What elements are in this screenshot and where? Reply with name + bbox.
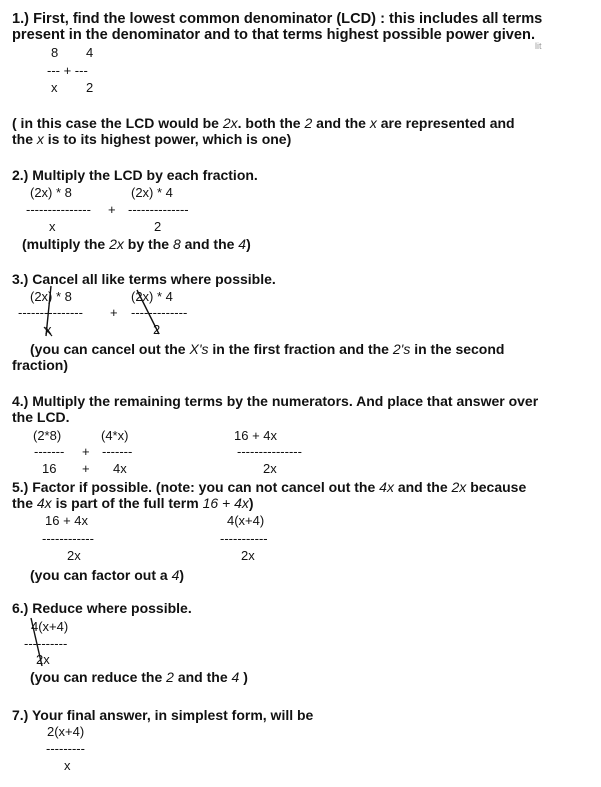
step2-num-b: (2x) * 4	[131, 185, 173, 200]
step1-num-a: 8	[51, 45, 59, 60]
step3-note-line2: fraction)	[12, 357, 68, 373]
step1-den-b: 2	[86, 80, 94, 95]
step3-num-a: (2x) * 8	[30, 289, 72, 304]
step2-note: (multiply the 2x by the 8 and the 4)	[22, 236, 251, 252]
step4-bar-b: -------	[102, 444, 133, 459]
step1-line2: present in the denominator and to that terms highest possible power given.	[12, 27, 536, 43]
step6-den: 2x	[36, 652, 50, 667]
step2-bar-b: --------------	[128, 202, 189, 217]
step4-num-a: (2*8)	[33, 428, 62, 443]
step5-frac1-num: 16 + 4x	[45, 513, 89, 528]
step5-line2: the 4x is part of the full term 16 + 4x)	[12, 495, 254, 511]
step2-den-a: x	[49, 219, 56, 234]
step5-frac2-den: 2x	[241, 548, 255, 563]
step7-bar: ---------	[46, 741, 85, 756]
step2-num-a: (2x) * 8	[30, 185, 72, 200]
step3-plus: +	[110, 305, 118, 320]
step4-bar-a: -------	[34, 444, 65, 459]
step7-heading: 7.) Your final answer, in simplest form, will be	[12, 707, 314, 723]
step3-heading: 3.) Cancel all like terms where possible.	[12, 271, 276, 287]
step4-den-a: 16	[42, 461, 57, 476]
step3-num-b: (2x) * 4	[131, 289, 173, 304]
step4-result-den: 2x	[263, 461, 277, 476]
step1-note-line2: the x is to its highest power, which is one)	[12, 131, 292, 147]
step6-num: 4(x+4)	[31, 619, 69, 634]
step6-heading: 6.) Reduce where possible.	[12, 600, 192, 616]
watermark: lit	[535, 41, 542, 51]
step5-frac1-den: 2x	[67, 548, 81, 563]
step1-num-b: 4	[86, 45, 94, 60]
step4-den-b: 4x	[113, 461, 127, 476]
step2-bar-a: ---------------	[26, 202, 91, 217]
step4-result-bar: ---------------	[237, 444, 302, 459]
step4-plus2: +	[82, 461, 90, 476]
step3-note-line1: (you can cancel out the X's in the first fraction and the 2's in the second	[30, 341, 505, 357]
step4-num-b: (4*x)	[101, 428, 129, 443]
step4-line2: the LCD.	[12, 409, 70, 425]
step2-heading: 2.) Multiply the LCD by each fraction.	[12, 167, 258, 183]
step7-num: 2(x+4)	[47, 724, 85, 739]
step3-den-b: 2	[153, 322, 161, 337]
step1-line1: 1.) First, find the lowest common denominator (LCD) : this includes all terms	[12, 11, 543, 27]
step7-den: x	[64, 758, 71, 773]
step5-frac2-bar: -----------	[220, 531, 268, 546]
step6-bar: ----------	[24, 636, 68, 651]
step4-result-num: 16 + 4x	[234, 428, 278, 443]
step2-den-b: 2	[154, 219, 162, 234]
step3-bar-a: ---------------	[18, 305, 83, 320]
step5-note: (you can factor out a 4)	[30, 567, 185, 583]
step5-frac2-num: 4(x+4)	[227, 513, 265, 528]
step1-fraction-bar: --- + ---	[47, 63, 88, 78]
step1-note-line1: ( in this case the LCD would be 2x. both the 2 and the x are represented and	[12, 115, 515, 131]
step6-note: (you can reduce the 2 and the 4 )	[30, 669, 248, 685]
step4-line1: 4.) Multiply the remaining terms by the numerators. And place that answer over	[12, 393, 539, 409]
step1-den-a: x	[51, 80, 58, 95]
step3-bar-b: -------------	[131, 305, 188, 320]
step5-frac1-bar: ------------	[42, 531, 94, 546]
step3-den-a: x	[45, 322, 52, 337]
step2-plus: +	[108, 202, 116, 217]
step5-line1: 5.) Factor if possible. (note: you can not cancel out the 4x and the 2x because	[12, 479, 527, 495]
step4-plus: +	[82, 444, 90, 459]
